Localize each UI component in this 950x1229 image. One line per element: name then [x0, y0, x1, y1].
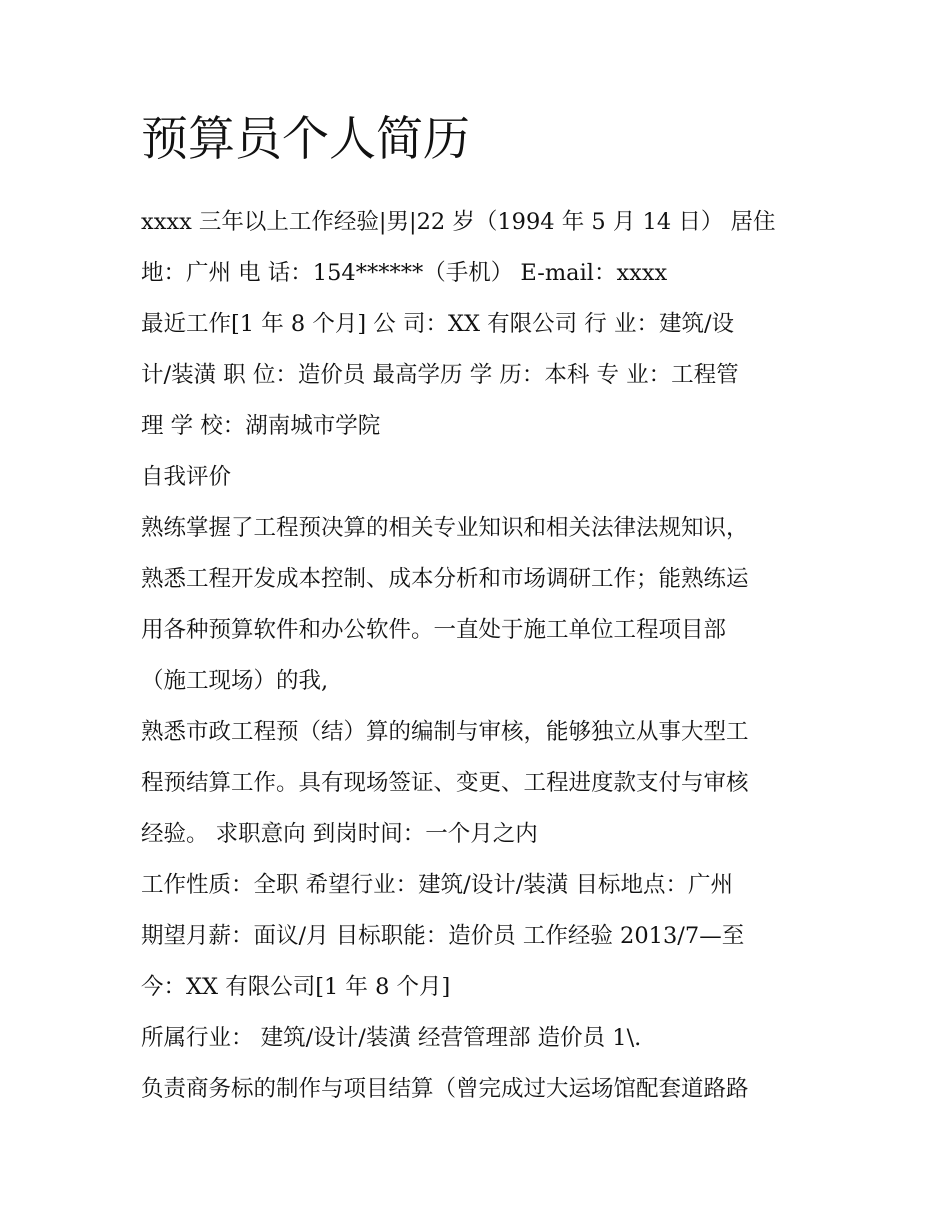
- text-line-job-intention: 经验。 求职意向 到岗时间：一个月之内: [141, 821, 538, 847]
- text-line-industry: 所属行业： 建筑/设计/装潢 经营管理部 造价员 1\.: [141, 1025, 642, 1051]
- text-line-position-education: 计/装潢 职 位：造价员 最高学历 学 历：本科 专 业：工程管: [141, 362, 739, 388]
- text-line: 程预结算工作。具有现场签证、变更、工程进度款支付与审核: [141, 770, 749, 796]
- text-line: 熟悉市政工程预（结）算的编制与审核，能够独立从事大型工: [141, 719, 749, 745]
- text-line-recent-work: 最近工作[1 年 8 个月] 公 司：XX 有限公司 行 业：建筑/设: [141, 311, 735, 337]
- text-line-expected-salary: 期望月薪：面议/月 目标职能：造价员 工作经验 2013/7—至: [141, 923, 745, 949]
- text-line-job-nature: 工作性质：全职 希望行业：建筑/设计/装潢 目标地点：广州: [141, 872, 733, 898]
- text-line-responsibility: 负责商务标的制作与项目结算（曾完成过大运场馆配套道路路: [141, 1076, 749, 1102]
- text-line: 熟练掌握了工程预决算的相关专业知识和相关法律法规知识，: [141, 515, 749, 541]
- text-line: （施工现场）的我,: [141, 668, 329, 694]
- text-line-school: 理 学 校：湖南城市学院: [141, 413, 381, 439]
- text-line-work-experience: 今：XX 有限公司[1 年 8 个月]: [141, 974, 451, 1000]
- text-line: 用各种预算软件和办公软件。一直处于施工单位工程项目部: [141, 617, 727, 643]
- text-line-basic-info: xxxx 三年以上工作经验|男|22 岁（1994 年 5 月 14 日） 居住: [141, 209, 776, 235]
- page-title: 预算员个人简历: [141, 112, 470, 167]
- section-heading-self-evaluation: 自我评价: [141, 464, 232, 490]
- text-line: 熟悉工程开发成本控制、成本分析和市场调研工作；能熟练运: [141, 566, 749, 592]
- resume-body: [141, 197, 821, 1115]
- text-line-contact: 地：广州 电 话：154******（手机） E-mail：xxxx: [141, 260, 668, 286]
